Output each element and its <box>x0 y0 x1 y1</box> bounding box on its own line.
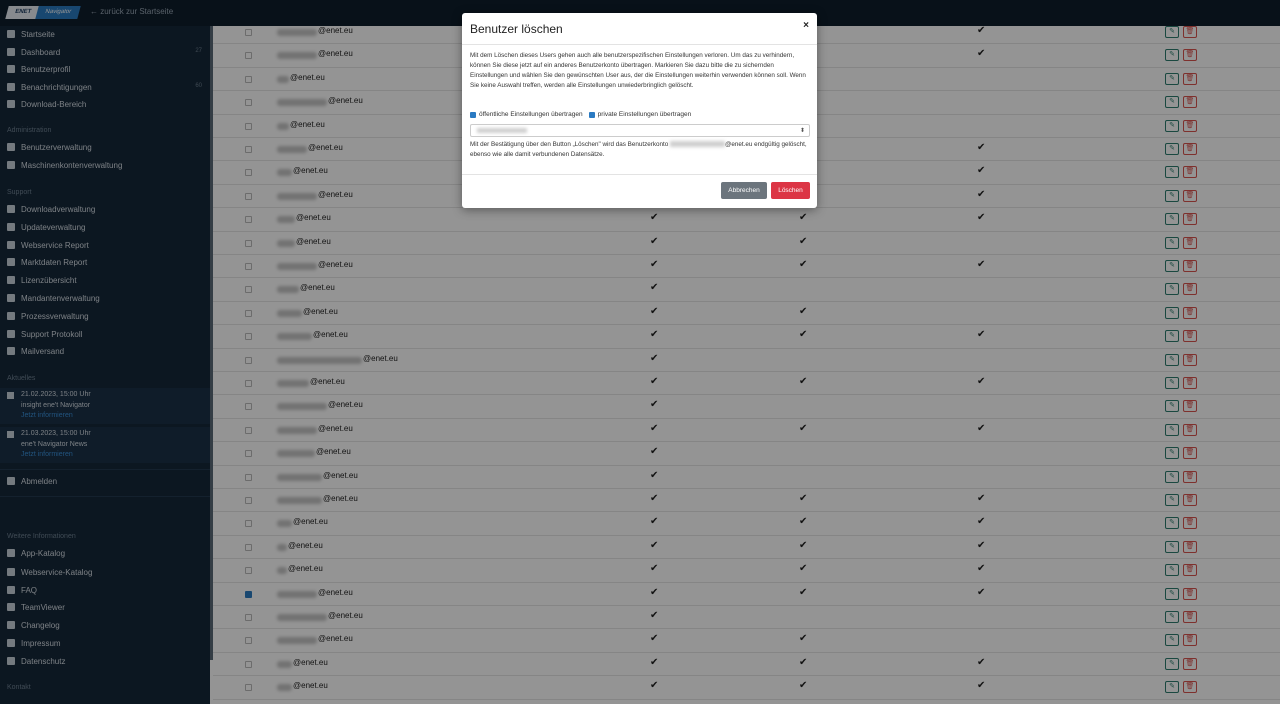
email-domain: @enet.eu <box>300 283 335 293</box>
sidebar-item-label: Downloadverwaltung <box>21 204 96 214</box>
delete-button[interactable]: Löschen <box>771 182 810 199</box>
edit-button[interactable]: ✎ <box>1165 237 1179 249</box>
section-title: Aktuelles <box>7 375 36 382</box>
check-icon: ✔ <box>650 329 659 341</box>
event-title: insight ene't Navigator <box>21 402 91 409</box>
confirm-text-end: @enet.eu endgültig gelöscht, ebenso wie alle damit verbundenen Datensätze. <box>470 141 807 158</box>
delete-row-button[interactable]: 🗑 <box>1183 400 1197 412</box>
delete-row-button[interactable]: 🗑 <box>1183 354 1197 366</box>
email-domain: @enet.eu <box>318 189 353 199</box>
edit-button[interactable]: ✎ <box>1165 611 1179 623</box>
sidebar-item-label: Benachrichtigungen <box>21 82 92 92</box>
sidebar-item-label: Mandantenverwaltung <box>21 293 100 303</box>
edit-button[interactable]: ✎ <box>1165 190 1179 202</box>
check-icon: ✔ <box>650 352 659 364</box>
delete-row-button[interactable]: 🗑 <box>1183 307 1197 319</box>
edit-button[interactable]: ✎ <box>1165 26 1179 38</box>
check-icon: ✔ <box>977 212 986 224</box>
edit-button[interactable]: ✎ <box>1165 73 1179 85</box>
sidebar-item-label: Changelog <box>21 620 60 630</box>
sidebar-item-label: Startseite <box>21 29 55 39</box>
redacted-account <box>670 141 725 147</box>
check-icon: ✔ <box>650 656 659 668</box>
check-icon: ✔ <box>977 259 986 270</box>
dialog-description: Mit dem Löschen dieses Users gehen auch alle benutzerspezifischen Einstellungen verloren. Um das zu verhindern, können Sie diese jetzt auf ein anderes Benutzerkonto übertragen. Markieren Sie dazu bitte die zu sichernden Einstellungen und wählen Sie den gewünschten User aus, der die Einstellungen weiterhin verwenden können soll. Wenn Sie keine Auswahl treffen, werden alle Einstellungen unwiederbringlich gelöscht. <box>470 52 806 89</box>
edit-button[interactable]: ✎ <box>1165 307 1179 319</box>
email-domain: @enet.eu <box>318 260 353 269</box>
delete-row-button[interactable]: 🗑 <box>1183 96 1197 108</box>
edit-button[interactable]: ✎ <box>1165 517 1179 529</box>
sidebar-item-label: App-Katalog <box>21 548 66 558</box>
check-icon: ✔ <box>799 656 808 668</box>
event-date: 21.02.2023, 15:00 Uhr <box>21 391 91 398</box>
delete-row-button[interactable]: 🗑 <box>1183 120 1197 132</box>
email-domain: @enet.eu <box>318 587 353 597</box>
edit-button[interactable]: ✎ <box>1165 377 1179 389</box>
check-icon: ✔ <box>650 305 659 317</box>
check-icon: ✔ <box>977 586 986 598</box>
edit-button[interactable]: ✎ <box>1165 588 1179 600</box>
check-icon: ✔ <box>977 142 986 153</box>
edit-button[interactable]: ✎ <box>1165 213 1179 225</box>
section-title: Kontakt <box>7 684 31 691</box>
sidebar-item-label: Support Protokoll <box>21 329 83 339</box>
sidebar-item-label: Benutzerprofil <box>21 64 71 74</box>
check-icon: ✔ <box>650 493 659 504</box>
logo-right: Navigator <box>35 6 80 19</box>
sidebar-item-label: Download-Bereich <box>21 99 87 109</box>
email-domain: @enet.eu <box>328 611 363 620</box>
check-icon: ✔ <box>799 422 808 434</box>
delete-row-button[interactable]: 🗑 <box>1183 283 1197 295</box>
check-icon: ✔ <box>650 563 659 575</box>
check-icon: ✔ <box>977 563 986 575</box>
email-domain: @enet.eu <box>293 166 328 176</box>
delete-row-button[interactable]: 🗑 <box>1183 260 1197 272</box>
check-icon: ✔ <box>799 305 808 317</box>
section-title: Administration <box>7 127 52 134</box>
email-domain: @enet.eu <box>310 377 345 386</box>
delete-row-button[interactable]: 🗑 <box>1183 471 1197 483</box>
sidebar-item-label: TeamViewer <box>21 602 65 612</box>
edit-button[interactable]: ✎ <box>1165 96 1179 108</box>
sidebar-item-label: Mailversand <box>21 346 65 356</box>
check-icon: ✔ <box>650 212 659 224</box>
edit-button[interactable]: ✎ <box>1165 424 1179 436</box>
edit-button[interactable]: ✎ <box>1165 400 1179 412</box>
transfer-options <box>470 111 691 118</box>
delete-row-button[interactable]: 🗑 <box>1183 26 1197 38</box>
sidebar-item-label: Dashboard <box>21 47 61 57</box>
email-domain: @enet.eu <box>316 447 351 457</box>
check-icon: ✔ <box>650 422 659 434</box>
check-icon: ✔ <box>650 235 659 247</box>
delete-row-button[interactable]: 🗑 <box>1183 541 1197 553</box>
check-icon: ✔ <box>977 329 986 341</box>
check-icon: ✔ <box>977 516 986 528</box>
sidebar-item-label: Webservice-Katalog <box>21 567 93 577</box>
email-domain: @enet.eu <box>293 681 328 691</box>
edit-button[interactable]: ✎ <box>1165 494 1179 506</box>
count-badge: 27 <box>195 48 202 54</box>
select-arrow-icon: ⬍ <box>799 128 805 134</box>
email-domain: @enet.eu <box>288 540 323 550</box>
sidebar-item-label: Impressum <box>21 638 61 648</box>
check-icon: ✔ <box>799 633 808 645</box>
email-domain: @enet.eu <box>303 306 338 316</box>
edit-button[interactable]: ✎ <box>1165 143 1179 155</box>
divider <box>462 44 817 45</box>
close-icon[interactable]: × <box>803 20 809 31</box>
email-domain: @enet.eu <box>290 119 325 129</box>
email-domain: @enet.eu <box>313 330 348 340</box>
check-icon: ✔ <box>799 539 808 551</box>
check-icon: ✔ <box>799 376 808 387</box>
private-settings-checkbox[interactable] <box>589 112 595 118</box>
edit-button[interactable]: ✎ <box>1165 447 1179 459</box>
sidebar-item-label: Maschinenkontenverwaltung <box>21 160 123 170</box>
count-badge: 60 <box>195 83 202 89</box>
delete-row-button[interactable]: 🗑 <box>1183 564 1197 576</box>
check-icon: ✔ <box>977 48 986 60</box>
check-icon: ✔ <box>799 516 808 528</box>
back-to-home-link[interactable]: ← zurück zur Startseite <box>90 7 174 16</box>
check-icon: ✔ <box>977 422 986 434</box>
edit-button[interactable]: ✎ <box>1165 166 1179 178</box>
check-icon: ✔ <box>650 680 659 692</box>
email-domain: @enet.eu <box>293 657 328 667</box>
sidebar-item-label: Prozessverwaltung <box>21 311 89 321</box>
email-domain: @enet.eu <box>308 143 343 152</box>
edit-button[interactable]: ✎ <box>1165 634 1179 646</box>
delete-row-button[interactable]: 🗑 <box>1183 166 1197 178</box>
sidebar-item-label: Webservice Report <box>21 240 89 250</box>
delete-row-button[interactable]: 🗑 <box>1183 588 1197 600</box>
email-domain: @enet.eu <box>318 49 353 59</box>
edit-button[interactable]: ✎ <box>1165 120 1179 132</box>
public-settings-label: öffentliche Einstellungen übertragen <box>479 111 583 118</box>
email-domain: @enet.eu <box>296 213 331 223</box>
sidebar-item-label: Abmelden <box>21 476 58 486</box>
edit-button[interactable]: ✎ <box>1165 564 1179 576</box>
delete-row-button[interactable]: 🗑 <box>1183 494 1197 506</box>
check-icon: ✔ <box>799 329 808 341</box>
delete-user-dialog <box>462 13 817 208</box>
edit-button[interactable]: ✎ <box>1165 354 1179 366</box>
event-link[interactable]: Jetzt informieren <box>21 412 73 419</box>
delete-row-button[interactable]: 🗑 <box>1183 517 1197 529</box>
email-domain: @enet.eu <box>296 236 331 246</box>
check-icon: ✔ <box>650 586 659 598</box>
check-icon: ✔ <box>650 446 659 458</box>
delete-row-button[interactable]: 🗑 <box>1183 49 1197 61</box>
dialog-title: Benutzer löschen <box>470 22 563 36</box>
check-icon: ✔ <box>650 610 659 621</box>
delete-row-button[interactable]: 🗑 <box>1183 237 1197 249</box>
sidebar-item-label: Updateverwaltung <box>21 222 86 232</box>
confirm-text <box>470 140 812 160</box>
email-domain: @enet.eu <box>323 494 358 503</box>
section-title: Support <box>7 189 32 196</box>
edit-button[interactable]: ✎ <box>1165 541 1179 553</box>
sidebar-item-label: FAQ <box>21 585 38 595</box>
email-domain: @enet.eu <box>290 72 325 82</box>
edit-button[interactable]: ✎ <box>1165 330 1179 342</box>
delete-row-button[interactable]: 🗑 <box>1183 330 1197 342</box>
check-icon: ✔ <box>977 493 986 504</box>
event-date: 21.03.2023, 15:00 Uhr <box>21 430 91 437</box>
check-icon: ✔ <box>650 376 659 387</box>
check-icon: ✔ <box>799 563 808 575</box>
target-user-select[interactable] <box>470 124 810 137</box>
check-icon: ✔ <box>799 259 808 270</box>
check-icon: ✔ <box>977 376 986 387</box>
edit-button[interactable]: ✎ <box>1165 283 1179 295</box>
sidebar-item-label: Lizenzübersicht <box>21 275 77 285</box>
delete-row-button[interactable]: 🗑 <box>1183 73 1197 85</box>
event-link[interactable]: Jetzt informieren <box>21 451 73 458</box>
email-domain: @enet.eu <box>293 517 328 527</box>
private-settings-label: private Einstellungen übertragen <box>597 111 692 118</box>
delete-row-button[interactable]: 🗑 <box>1183 681 1197 693</box>
edit-button[interactable]: ✎ <box>1165 471 1179 483</box>
check-icon: ✔ <box>650 516 659 528</box>
delete-row-button[interactable]: 🗑 <box>1183 447 1197 459</box>
check-icon: ✔ <box>977 165 986 177</box>
email-domain: @enet.eu <box>323 470 358 480</box>
check-icon: ✔ <box>650 539 659 551</box>
check-icon: ✔ <box>799 212 808 224</box>
email-domain: @enet.eu <box>318 634 353 644</box>
check-icon: ✔ <box>799 235 808 247</box>
delete-row-button[interactable]: 🗑 <box>1183 424 1197 436</box>
cancel-button[interactable]: Abbrechen <box>721 182 767 199</box>
check-icon: ✔ <box>650 399 659 411</box>
email-domain: @enet.eu <box>318 423 353 433</box>
delete-row-button[interactable]: 🗑 <box>1183 190 1197 202</box>
check-icon: ✔ <box>799 680 808 692</box>
email-domain: @enet.eu <box>328 96 363 106</box>
check-icon: ✔ <box>977 188 986 200</box>
email-domain: @enet.eu <box>288 564 323 574</box>
delete-row-button[interactable]: 🗑 <box>1183 611 1197 623</box>
check-icon: ✔ <box>650 469 659 481</box>
delete-row-button[interactable]: 🗑 <box>1183 377 1197 389</box>
logo-left: ENET <box>5 6 40 19</box>
edit-button[interactable]: ✎ <box>1165 260 1179 272</box>
check-icon: ✔ <box>650 282 659 294</box>
delete-row-button[interactable]: 🗑 <box>1183 634 1197 646</box>
edit-button[interactable]: ✎ <box>1165 49 1179 61</box>
selected-user-value <box>477 128 527 133</box>
check-icon: ✔ <box>977 539 986 551</box>
confirm-text-start: Mit der Bestätigung über den Button „Löschen" wird das Benutzerkonto <box>470 141 669 148</box>
check-icon: ✔ <box>799 493 808 504</box>
check-icon: ✔ <box>977 26 986 36</box>
email-domain: @enet.eu <box>328 400 363 410</box>
public-settings-checkbox[interactable] <box>470 112 476 118</box>
check-icon: ✔ <box>977 680 986 692</box>
sidebar-item-label: Marktdaten Report <box>21 257 88 267</box>
delete-row-button[interactable]: 🗑 <box>1183 658 1197 670</box>
delete-row-button[interactable]: 🗑 <box>1183 143 1197 155</box>
check-icon: ✔ <box>799 586 808 598</box>
sidebar-item-label: Datenschutz <box>21 656 66 666</box>
event-title: ene't Navigator News <box>21 441 88 448</box>
divider <box>462 174 817 175</box>
email-domain: @enet.eu <box>318 26 353 35</box>
delete-row-button[interactable]: 🗑 <box>1183 213 1197 225</box>
sidebar-item-label: Benutzerverwaltung <box>21 142 92 152</box>
email-domain: @enet.eu <box>363 353 398 363</box>
section-title: Weitere Informationen <box>7 533 76 540</box>
check-icon: ✔ <box>650 259 659 270</box>
check-icon: ✔ <box>977 656 986 668</box>
edit-button[interactable]: ✎ <box>1165 658 1179 670</box>
edit-button[interactable]: ✎ <box>1165 681 1179 693</box>
check-icon: ✔ <box>650 633 659 645</box>
